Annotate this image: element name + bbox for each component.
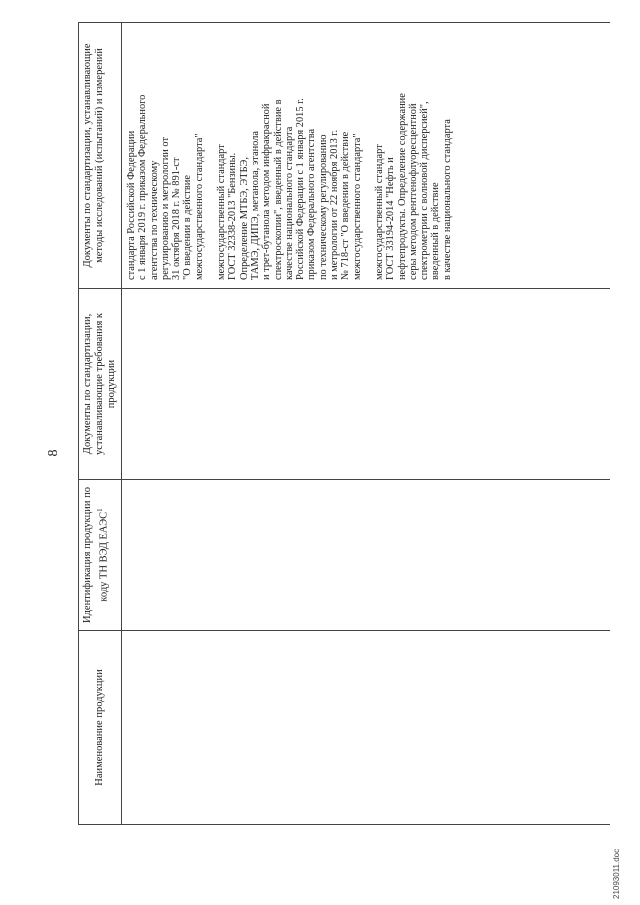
header-product-name-label: Наименование продукции (94, 669, 105, 786)
footnote-marker: 1 (96, 508, 104, 512)
cell-requirements-docs (122, 289, 611, 480)
table-header-row (79, 23, 122, 825)
footer-filename: 21093011.doc (612, 848, 621, 899)
page-number: 8 (46, 449, 61, 457)
header-test-methods-docs (79, 23, 122, 289)
cell-product-name (122, 631, 611, 825)
table-row (122, 23, 611, 825)
cell-test-methods-docs (122, 23, 611, 289)
header-requirements-docs-label: Документы по стандартизации, устанавливающие требования к продукции (82, 312, 117, 456)
header-identification-label: Идентификация продукции по коду ТН ВЭД ЕАЭС (82, 487, 110, 623)
header-test-methods-docs-label: Документы по стандартизации, устанавливающие методы исследований (испытаний) и измерений (82, 43, 105, 268)
header-product-name (79, 631, 122, 825)
standards-table (78, 22, 610, 825)
cell-identification (122, 480, 611, 631)
test-method-entry: межгосударственный стандарт ГОСТ 32338-2013 "Бензины. Определение МТБЭ, ЭТБЭ, ТАМЭ, ДИПЭ, метанола, этанола и трет-бутанола методом инфракрасной спектроскопии", введенный в действие в качестве национального стандарта Российской Федерации с 1 января 2015 г. приказом Федерального агентства по техническому регулированию и метрологии от 22 ноября 2013 г. № 718-ст "О введении в действие межгосударственного стандарта" (216, 98, 363, 280)
test-method-entry: межгосударственный стандарт ГОСТ 33194-2014 "Нефть и нефтепродукты. Определение содержание серы методом рентгенофлуоресцентной спектрометрии с волновой дисперсией", введенный в действие в качестве национального стандарта (373, 93, 453, 280)
header-identification (79, 480, 122, 631)
test-method-entry: стандарта Российской Федерации с 1 января 2019 г. приказом Федерального агентства по техническому регулированию и метрологии от 31 октября 2018 г. № 891-ст "О введении в действие межгосударственного стандарта" (126, 94, 205, 280)
header-requirements-docs (79, 289, 122, 480)
